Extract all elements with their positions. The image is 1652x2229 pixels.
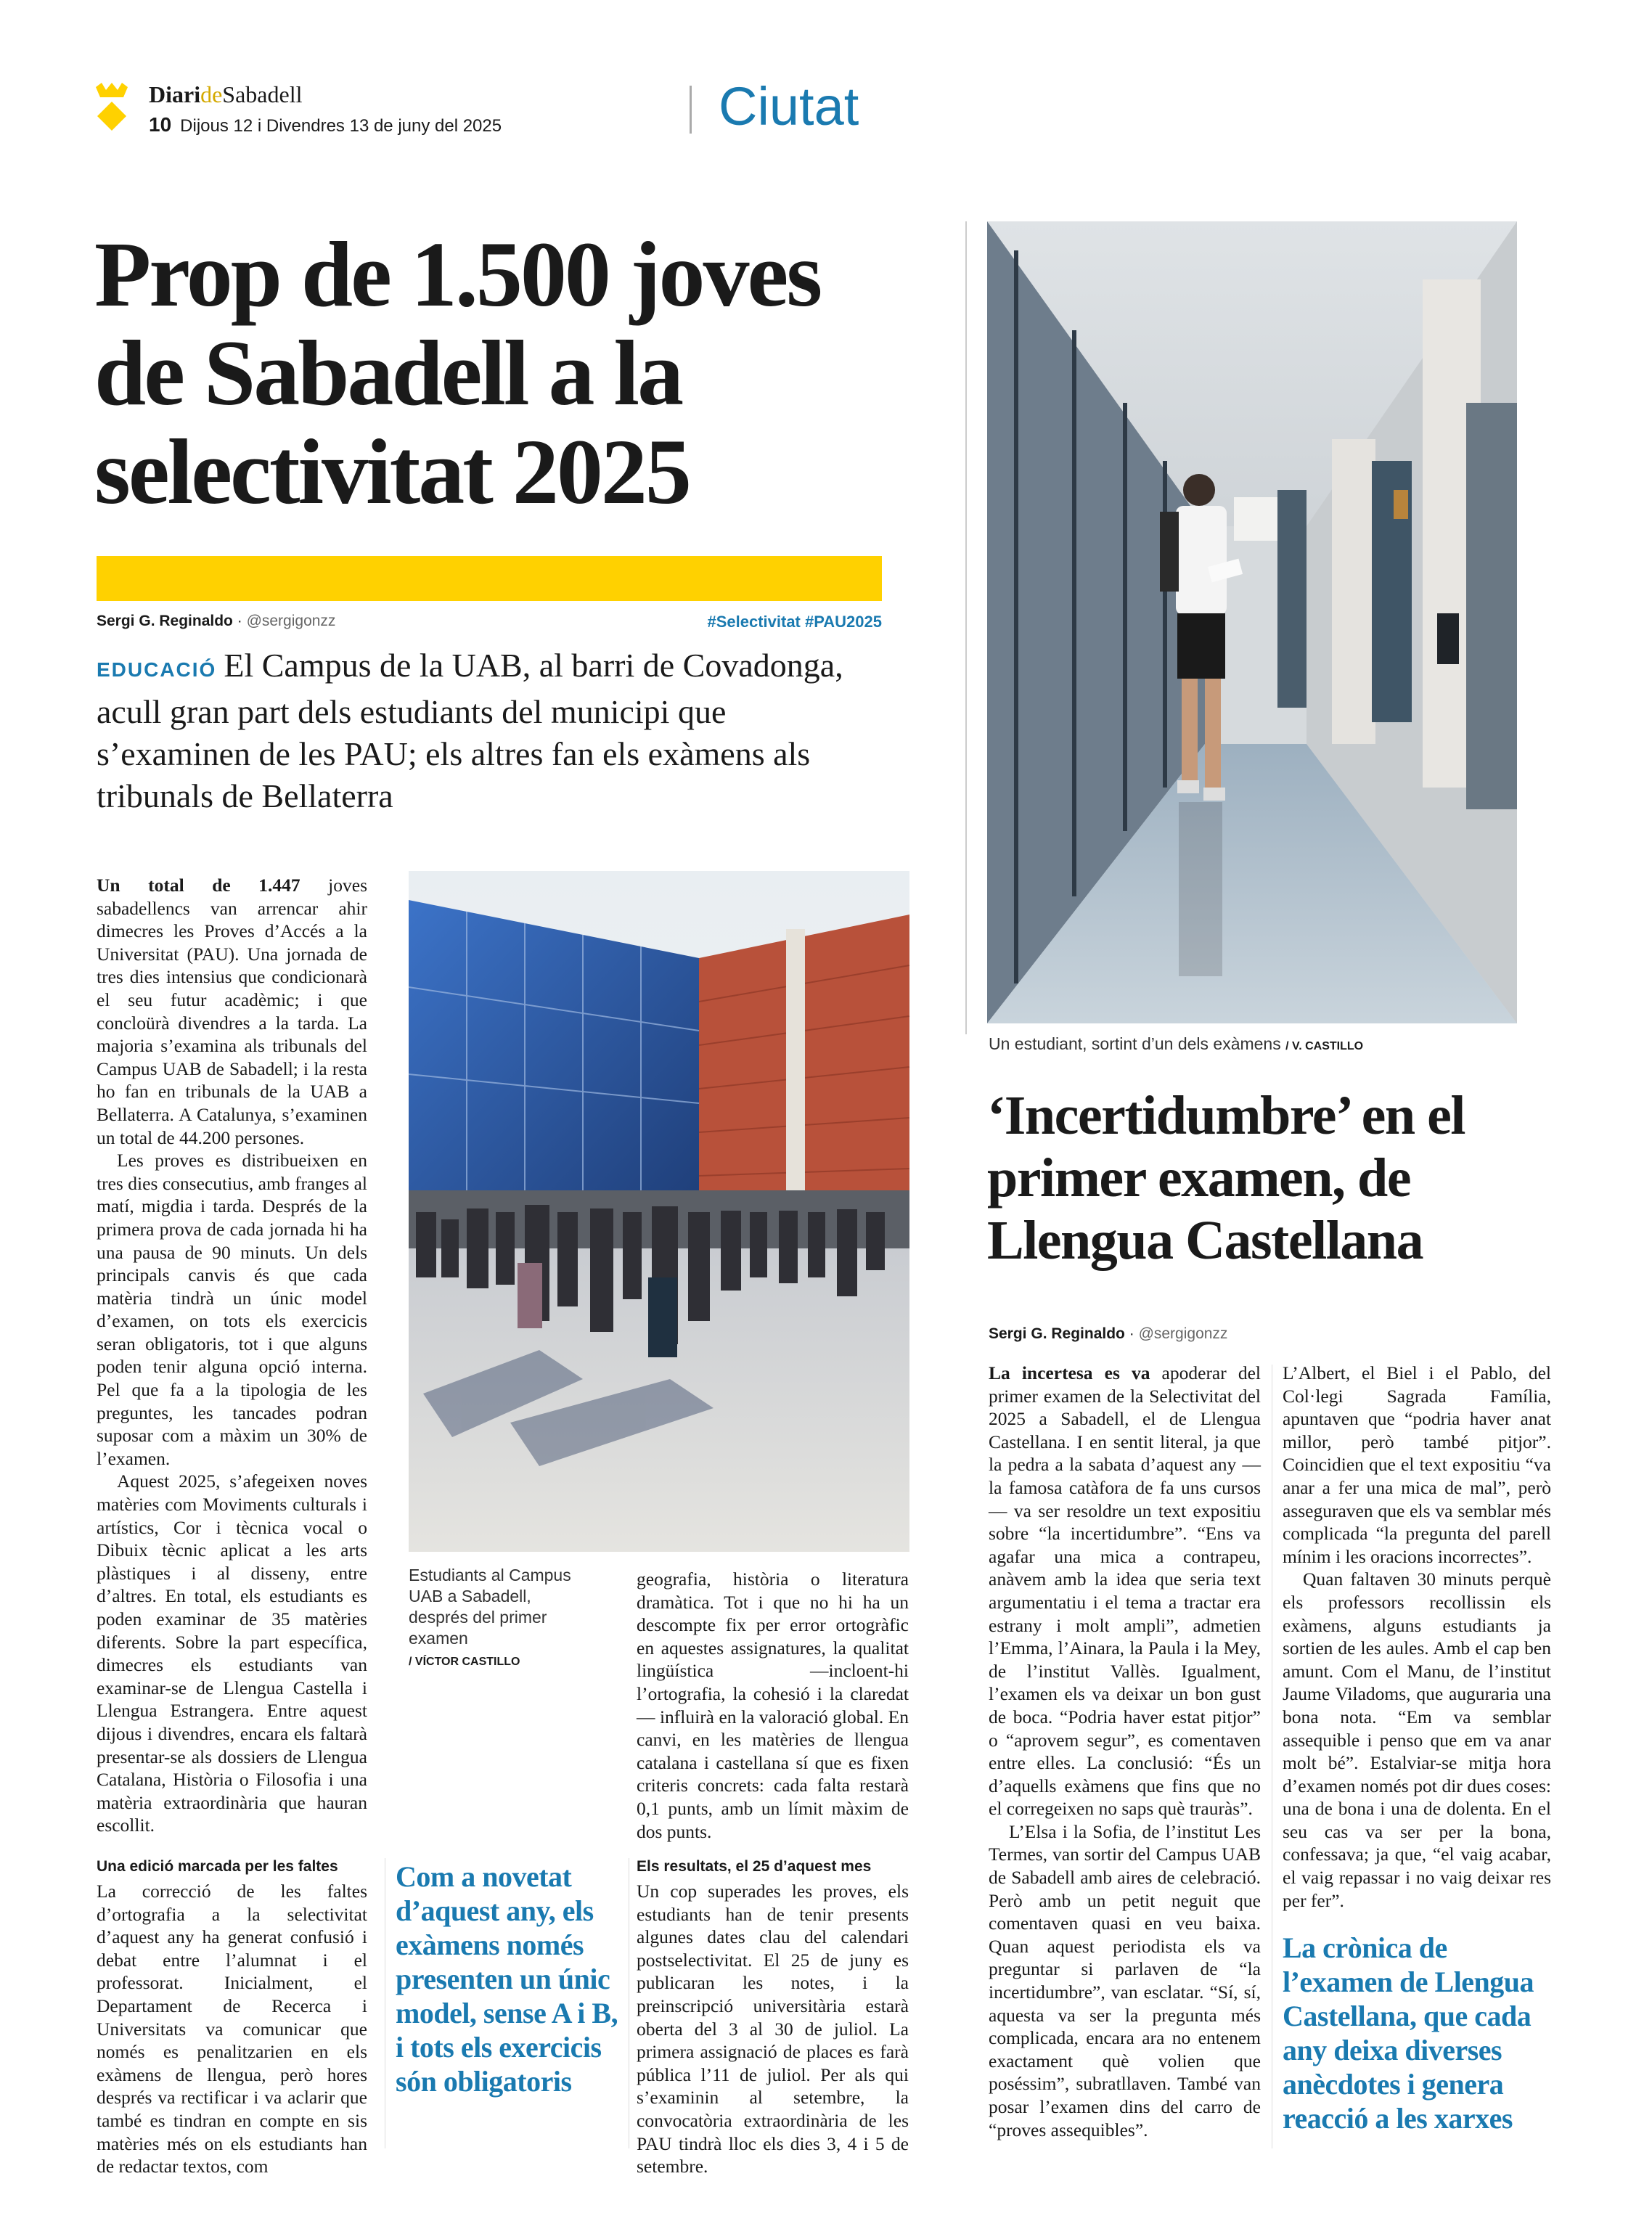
- article1-column3-cont: Un cop superades les proves, els estudiants han de tenir presents algunes dates clau del calendari postselectivitat. El 25 de juny es publicaran les notes, i la preinscripció universitària estarà oberta del 3 al 30 de juliol. La primera assignació de places es farà pública l’11 de juliol. Per als qui s’examinin al setembre, la convocatòria extraordinària de les PAU tindrà lloc els dies 3, 4 i 5 de setembre.: [637, 1881, 909, 2177]
- section-divider: [690, 86, 692, 134]
- subheading-resultats: Els resultats, el 25 d’aquest mes: [637, 1858, 872, 1875]
- newspaper-logo-icon: [94, 81, 129, 132]
- page-folio: [149, 113, 502, 136]
- kicker: EDUCACIÓ: [97, 658, 217, 681]
- article2-column2: L’Albert, el Biel i el Pablo, del Col·legi Sagrada Família, apuntaven que “podria haver anat millor, però també pitjor”. Coincidien que el text expositiu “va anar a fer una mica de mal”, però asseguraven que els va semblar més complicada “la pregunta del parell mínim i les oracions incorrectes”. Quan faltaven 30 minuts perquè els professors recollissin els exàmens, alguns estudiants ja sortien de les aules. Amb el cap ben amunt. Com el Manu, de l’institut Jaume Viladoms, que auguraria una bona nota. “Em va semblar assequible i penso que em va anar molt bé”. Estalviar-se mitja hora d’examen només pot dir dues coses: una de bona i una de dolenta. En el seu cas va ser per la bona, confessava; ja que, “el vaig acabar, el vaig repassar i no vaig deixar res per fer”.: [1283, 1362, 1551, 1911]
- hallway-photo-caption: Un estudiant, sortint d’un dels exàmens / V. CASTILLO: [989, 1034, 1364, 1053]
- photo-credit: / VÍCTOR CASTILLO: [409, 1656, 520, 1668]
- campus-photo: [409, 871, 909, 1552]
- pull-quote-2: La crònica de l’examen de Llengua Castellana, que cada any deixa diverses anècdotes i genera reacció a les xarxes: [1283, 1931, 1534, 2135]
- issue-date: Dijous 12 i Divendres 13 de juny del 2025: [180, 116, 502, 136]
- hashtags: #Selectivitat #PAU2025: [707, 613, 882, 631]
- byline-2: Sergi G. Reginaldo · @sergigonzz: [989, 1325, 1228, 1342]
- photo-credit: / V. CASTILLO: [1285, 1040, 1364, 1052]
- section-title: Ciutat: [719, 76, 859, 136]
- article1-column3: geografia, història o literatura dramàtica. Tot i que no hi ha un descompte fix per error ortogràfic en aquestes assignatures, la qualitat lingüística —incloent-hi l’ortografia, la cohesió i la claredat— influirà en la valoració global. En canvi, en les matèries de llengua catalana i castellana sí que es fixen criteris concrets: cada falta restarà 0,1 punts, amb un límit màxim de dos punts.: [637, 1569, 909, 1842]
- article2-column1: La incertesa es va apoderar del primer examen de la Selectivitat del 2025 a Sabadell, el de Llengua Castellana. I en sentit literal, ja que la pedra a la sabata d’aquest any —la famosa catàfora de fa uns cursos— va ser resoldre un text expositiu sobre “la incertidumbre”. “Ens va agafar una mica a contrapeu, anàvem amb la idea que seria text argumentatiu i el tema a tractar era estrany i molt ampli”, admetien l’Emma, l’Ainara, la Paula i la Mey, de l’institut Vallès. Igualment, l’examen els va deixar un bon gust de boca. “Podria haver estat pitjor” o “aprovem segur”, es comentaven entre elles. La conclusió: “És un d’aquells exàmens que fins que no el corregeixen no saps què trauràs”. L’Elsa i la Sofia, de l’institut Les Termes, van sortir del Campus UAB de Sabadell amb aires de celebració. Però amb un petit neguit que comentaven quasi en veu baixa. Quan aquest periodista els va preguntar si parlaven de “la incertidumbre”, van esclatar. “Sí, sí, aquesta va ser la pregunta més complicada, encara ara no entenem exactament què volien que poséssim”, subratllaven. També van posar l’examen dins del carro de “proves assequibles”.: [989, 1362, 1261, 2140]
- subheading-faltes: Una edició marcada per les faltes: [97, 1858, 338, 1875]
- page-number: 10: [149, 113, 172, 136]
- pull-quote: Com a novetat d’aquest any, els exàmens només presenten un únic model, sense A i B, i tots els exercicis són obligatoris: [396, 1860, 618, 2098]
- byline: Sergi G. Reginaldo · @sergigonzz: [97, 613, 336, 629]
- author-handle-2[interactable]: @sergigonzz: [1138, 1325, 1228, 1342]
- hallway-photo: [987, 221, 1517, 1023]
- article1-column1: Un total de 1.447 joves sabadellencs van arrencar ahir dimecres les Proves d’Accés a la Universitat (PAU). Una jornada de tres dies intensius que condicionarà el seu futur acadèmic; i que concloürà divendres a la tarda. La majoria s’examina als tribunals del Campus UAB de Sabadell; i la resta ho fan en tribunals de la UAB a Bellaterra. A Catalunya, s’examinen un total de 44.200 persones. Les proves es distribueixen en tres dies consecutius, amb franges al matí, migdia i tarda. Després de la primera prova de cada jornada hi ha una pausa de 90 minuts. Un dels principals canvis és que cada matèria tindrà un únic model d’examen, on tots els exercicis seran obligatoris, tot i que alguns poden tenir alguna opció interna. Pel que fa a la tipologia de les preguntes, les tancades podran suposar com a màxim un 30% de l’examen. Aquest 2025, s’afegeixen noves matèries com Moviments culturals i artístics, Cor i tècnica vocal o Dibuix tècnic aplicat a les arts plàstiques i al disseny, entre d’altres. En total, els estudiants es poden examinar de 35 matèries diferents. Sobre la part específica, dimecres els estudiants van examinar-se de Llengua Castella i Llengua Estrangera. Entre aquest dijous i divendres, encara els faltarà presentar-se als dossiers de Llengua Catalana, Història o Filosofia i una matèria extraordinària que hauran escollit.: [97, 875, 367, 1836]
- author-handle[interactable]: @sergigonzz: [246, 613, 336, 629]
- standfirst: EDUCACIÓ El Campus de la UAB, al barri de Covadonga, acull gran part dels estudiants del municipi que s’examinen de les PAU; els altres fan els exàmens als tribunals de Bellaterra: [97, 647, 843, 814]
- newspaper-brand: DiarideSabadell: [149, 81, 303, 107]
- headline-accent-bar: [97, 556, 882, 601]
- secondary-headline: ‘Incertidumbre’ en el primer examen, de Llengua Castellana: [987, 1085, 1465, 1271]
- article-divider: [965, 221, 967, 1034]
- campus-photo-caption: Estudiants al Campus UAB a Sabadell, després del primer examen / VÍCTOR CASTILLO: [409, 1566, 571, 1668]
- main-headline: Prop de 1.500 joves de Sabadell a la selectivitat 2025: [94, 223, 821, 523]
- article1-column1-cont: La correcció de les faltes d’ortografia a la selectivitat d’aquest any ha generat confusió i debat entre l’alumnat i el professorat. Inicialment, el Departament de Recerca i Universitats va comunicar que només es penalitzarien en els exàmens de llengua, però hores després va rectificar i va aclarir que també es tindran en compte en sis matèries més on els estudiants han de redactar textos, com: [97, 1881, 367, 2177]
